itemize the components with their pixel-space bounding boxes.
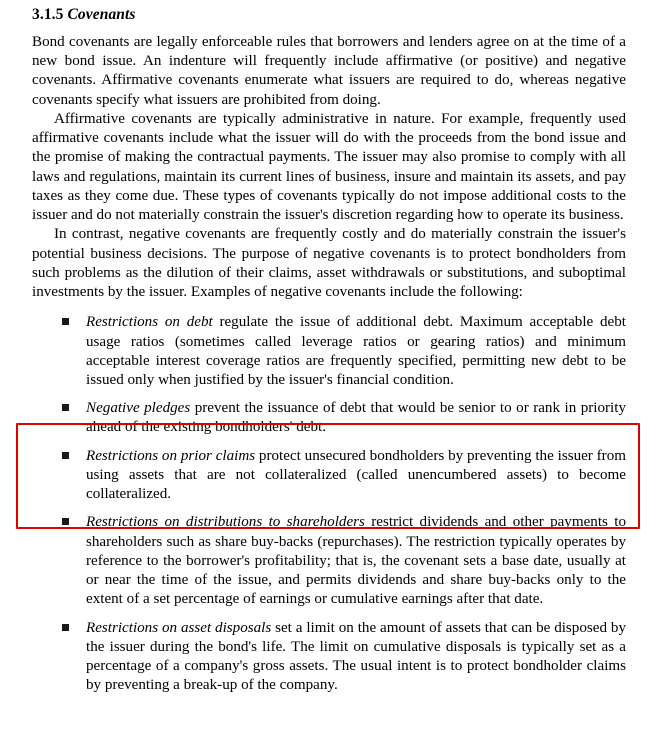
list-item-term: Restrictions on debt [86,314,213,331]
paragraph-2: Affirmative covenants are typically administrative in nature. For example, frequently used affirmative covenants include what the issuer will do with the proceeds from the bond issue and the promise of making the contractual payments. The issuer may also promise to comply with all laws and regulations, maintain its current lines of business, insure and maintain its assets, and pay taxes as they come due. These types of covenants typically do not impose additional costs to the issuer and do not materially constrain the issuer's discretion regarding how to operate its business. [32,110,626,224]
list-item-term: Restrictions on distributions to shareholders [86,514,365,531]
list-item-text: set a limit on the amount of assets that can be disposed by the issuer during the bond's life. The limit on cumulative disposals is typically set as a percentage of a company's gross assets. The usual intent is to protect bondholder claims by preventing a break-up of the company. [86,619,626,694]
list-item-term: Negative pledges [86,400,191,417]
list-item-term: Restrictions on prior claims [86,447,256,464]
paragraph-1: Bond covenants are legally enforceable rules that borrowers and lenders agree on at the time of a new bond issue. An indenture will frequently include affirmative (or positive) and negative covenants. Affirmative covenants enumerate what issuers are required to do, whereas negative covenants specify what issuers are prohibited from doing. [32,34,626,108]
square-bullet-icon [62,318,69,325]
list-item-text: protect unsecured bondholders by preventing the issuer from using assets that are not collateralized (called unencumbered assets) to become collateralized. [86,447,626,503]
section-title: Covenants [67,6,136,23]
list-item [32,399,626,437]
square-bullet-icon [62,518,69,525]
list-item-text: prevent the issuance of debt that would be senior to or rank in priority ahead of the existing bondholders' debt. [86,400,626,436]
list-item [32,513,626,609]
page-title [32,6,626,24]
list-item-text: regulate the issue of additional debt. Maximum acceptable debt usage ratios (sometimes called leverage ratios or gearing ratios) and minimum acceptable interest coverage ratios are frequently specified, permitting new debt to be issued only when justified by the issuer's financial condition. [86,314,626,388]
list-item [32,619,626,696]
list-item [32,447,626,505]
negative-covenants-list [32,313,626,695]
square-bullet-icon [62,404,69,411]
square-bullet-icon [62,624,69,631]
list-item [32,313,626,390]
square-bullet-icon [62,452,69,459]
list-item-term: Restrictions on asset disposals [86,619,272,636]
section-number: 3.1.5 [32,6,64,23]
list-item-text: restrict dividends and other payments to shareholders such as share buy-backs (repurchases). The restriction typically operates by reference to the borrower's profitability; that is, the covenant sets a base date, usually at or near the time of the issue, and permits dividends and share buy-backs only to the extent of a set percentage of earnings or cumulative earnings after that date. [86,514,626,608]
paragraph-3: In contrast, negative covenants are frequently costly and do materially constrain the issuer's potential business decisions. The purpose of negative covenants is to protect bondholders from such problems as the dilution of their claims, asset withdrawals or substitutions, and suboptimal investments by the issuer. Examples of negative covenants include the following: [32,226,626,301]
